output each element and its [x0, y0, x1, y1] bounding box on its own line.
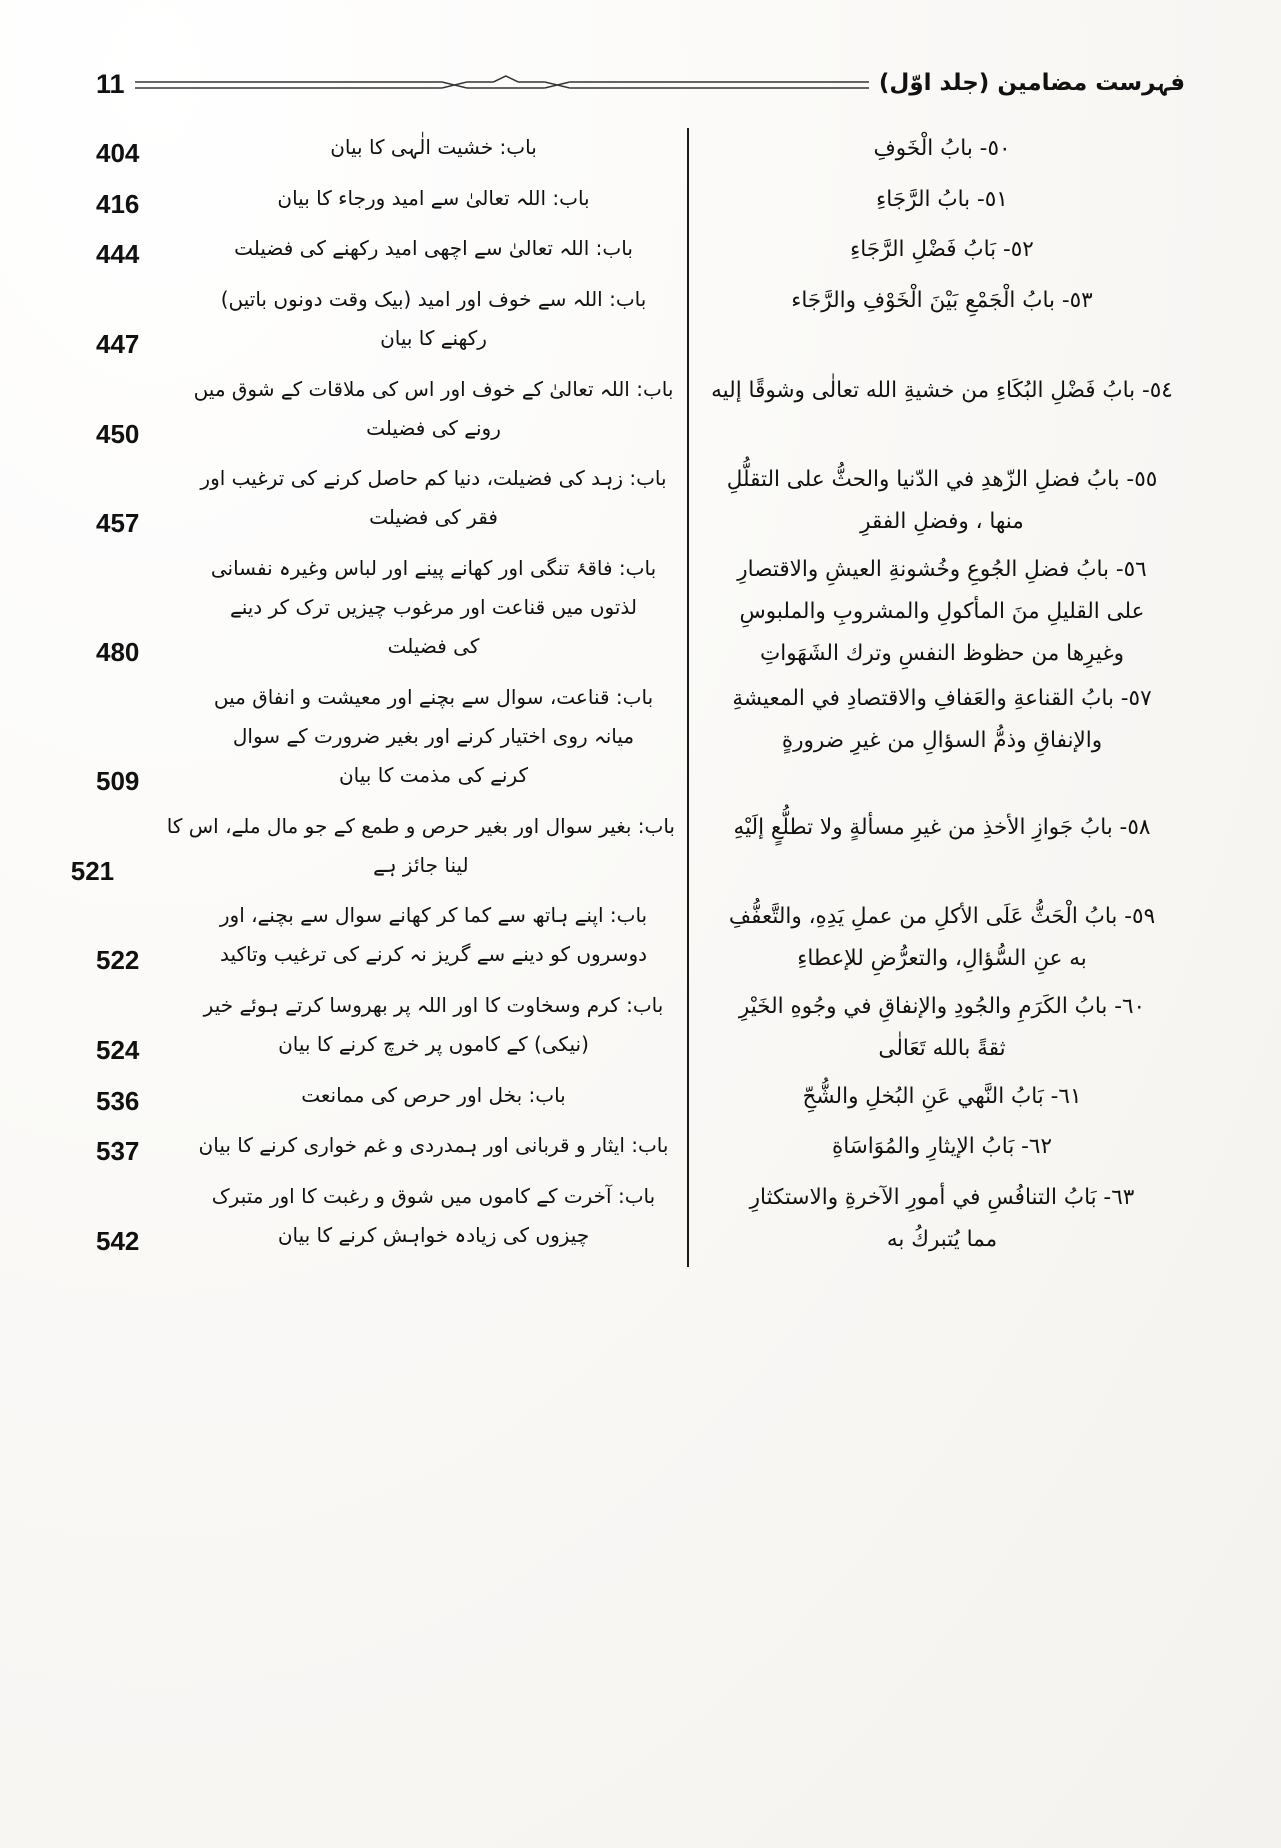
column-divider [687, 549, 689, 678]
column-divider [687, 459, 689, 549]
header-rule-ornament [135, 75, 869, 95]
toc-entry-row[interactable] [70, 807, 1189, 897]
urdu-line: فقر کی فضیلت [369, 505, 498, 530]
arabic-line: مما یُتبركُ به [886, 1226, 998, 1252]
urdu-line: باب: خشیت الٰہی کا بیان [330, 135, 537, 159]
header-title: فہرست مضامین (جلد اوّل) [878, 69, 1185, 96]
entry-page-number-cell[interactable] [90, 1126, 186, 1177]
arabic-line: ٥٥- بابُ فضلِ الزّهدِ في الدّنیا والحثُّ على التقلُّلِ [726, 467, 1158, 493]
urdu-line: باب: اللہ سے خوف اور امید (بیک وقت دونوں باتیں) [220, 287, 647, 312]
entry-arabic-title [689, 179, 1189, 230]
page-number: 450 [96, 418, 140, 449]
column-divider [687, 1177, 689, 1267]
page-number: 521 [70, 855, 115, 886]
entry-arabic-title [689, 128, 1189, 179]
arabic-line: ٥٦- بابُ فضلِ الجُوعِ وخُشونةِ العیشِ والاقتصارِ [737, 557, 1147, 583]
entry-arabic-title [689, 229, 1189, 280]
column-divider [687, 1076, 689, 1127]
entry-page-number-cell[interactable] [90, 1076, 186, 1127]
entry-arabic-title [689, 280, 1189, 370]
urdu-line: باب: بخل اور حرص کی ممانعت [301, 1082, 566, 1107]
urdu-line: باب: کرم وسخاوت کا اور اللہ پر بھروسا کرتے ہوئے خیر [203, 992, 664, 1017]
page-number: 522 [96, 945, 140, 976]
page-number: 542 [96, 1225, 140, 1256]
page-folio-number: 11 [96, 68, 125, 99]
entry-page-number-cell[interactable] [90, 229, 186, 280]
arabic-line: ٥٧- بابُ القناعةِ والعَفافِ والاقتصادِ في المعیشةِ [732, 685, 1152, 711]
urdu-line: باب: آخرت کے کاموں میں شوق و رغبت کا اور متبرک [211, 1183, 656, 1208]
page-number: 480 [96, 637, 140, 668]
column-divider [687, 370, 689, 460]
entry-page-number-cell[interactable] [90, 459, 186, 549]
entry-urdu-title [186, 549, 687, 678]
arabic-line: ٥٨- بابُ جَوازِ الأخذِ من غیرِ مسألةٍ ولا تطلُّعٍ إلَیْهِ [733, 814, 1151, 840]
toc-entry-row[interactable] [90, 370, 1189, 460]
urdu-line: باب: بغیر سوال اور بغیر حرص و طمع کے جو مال ملے، اس کا [166, 813, 675, 838]
entry-arabic-title [689, 459, 1189, 549]
arabic-line: منها ، وفضلِ الفقرِ [860, 509, 1024, 535]
arabic-line: ٥٢- بَابُ فَضْلِ الرَّجَاءِ [850, 237, 1034, 263]
toc-entry-row[interactable] [90, 459, 1189, 549]
entry-urdu-title [186, 459, 687, 549]
toc-entry-row[interactable] [90, 986, 1189, 1076]
running-header [96, 62, 1185, 108]
entry-urdu-title [186, 1126, 687, 1177]
urdu-line: باب: ایثار و قربانی اور ہمدردی و غم خواری کرنے کا بیان [198, 1133, 669, 1158]
arabic-line: ٥٠- بابُ الْخَوفِ [873, 136, 1011, 161]
entry-arabic-title [689, 1126, 1189, 1177]
arabic-line: ٦٢- بَابُ الإیثارِ والمُوَاسَاةِ [831, 1134, 1053, 1160]
entry-urdu-title [161, 807, 687, 897]
urdu-line: باب: فاقۂ تنگی اور کھانے پینے اور لباس وغیرہ نفسانی [210, 556, 657, 581]
arabic-line: ٦٣- بَابُ التنافُسِ في أمورِ الآخرةِ والاستكثارِ [749, 1184, 1135, 1210]
page-number: 536 [96, 1085, 140, 1116]
entry-page-number-cell[interactable] [90, 986, 186, 1076]
arabic-line: ٥٩- بابُ الْحَثُّ عَلَى الأكلِ من عملِ یَدِهِ، والتَّعفُّفِ [728, 904, 1156, 930]
entry-page-number-cell[interactable] [90, 280, 186, 370]
arabic-line: ٦١- بَابُ النَّهي عَنِ البُخلِ والشُّحِّ [802, 1083, 1082, 1109]
entry-arabic-title [689, 549, 1189, 678]
column-divider [687, 128, 689, 179]
page-number: 444 [96, 239, 140, 270]
urdu-line: میانہ روی اختیار کرنے اور بغیر ضرورت کے سوال [232, 723, 635, 748]
toc-entry-row[interactable] [90, 1126, 1189, 1177]
entry-page-number-cell[interactable] [90, 549, 186, 678]
arabic-line: ٥١- بابُ الرَّجَاءِ [876, 186, 1008, 212]
entry-urdu-title [186, 280, 687, 370]
urdu-line: باب: زہد کی فضیلت، دنیا کم حاصل کرنے کی ترغیب اور [200, 466, 667, 491]
entry-urdu-title [186, 678, 687, 807]
entry-arabic-title [689, 370, 1189, 460]
toc-entry-row[interactable] [90, 549, 1189, 678]
entry-urdu-title [186, 1076, 687, 1127]
entry-page-number-cell[interactable] [90, 370, 186, 460]
urdu-line: رکھنے کا بیان [380, 326, 487, 351]
column-divider [687, 179, 689, 230]
urdu-line: کرنے کی مذمت کا بیان [338, 762, 529, 787]
toc-entry-row[interactable] [90, 1177, 1189, 1267]
entry-urdu-title [186, 370, 687, 460]
urdu-line: باب: اللہ تعالیٰ کے خوف اور اس کی ملاقات کے شوق میں [193, 376, 674, 401]
table-of-contents [70, 128, 1189, 1788]
toc-entry-row[interactable] [90, 1076, 1189, 1127]
arabic-line: وغیرِها من حظوظ النفسِ وترك الشَهَواتِ [759, 640, 1125, 666]
urdu-line: باب: قناعت، سوال سے بچنے اور معیشت و انفاق میں [213, 684, 654, 709]
arabic-line: به عنِ السُّؤالِ، والتعرُّضِ للإعطاءِ [797, 946, 1087, 972]
urdu-line: باب: اللہ تعالیٰ سے امید ورجاء کا بیان [277, 185, 590, 210]
entry-arabic-title [689, 807, 1189, 897]
entry-page-number-cell[interactable] [90, 896, 186, 986]
entry-urdu-title [186, 1177, 687, 1267]
entry-page-number-cell[interactable] [90, 678, 186, 807]
page-number: 524 [96, 1034, 140, 1065]
page-number: 537 [96, 1136, 140, 1167]
toc-entry-row[interactable] [90, 179, 1189, 230]
column-divider [687, 896, 689, 986]
arabic-line: على القلیلِ منَ المأكولِ والمشروبِ والملبوسِ [739, 599, 1145, 625]
entry-page-number-cell[interactable] [90, 1177, 186, 1267]
page-number: 457 [96, 508, 140, 539]
entry-arabic-title [689, 896, 1189, 986]
entry-arabic-title [689, 1076, 1189, 1127]
column-divider [687, 280, 689, 370]
urdu-line: (نیکی) کے کاموں پر خرچ کرنے کا بیان [278, 1031, 589, 1056]
entry-arabic-title [689, 986, 1189, 1076]
urdu-line: لذتوں میں قناعت اور مرغوب چیزیں ترک کر دینے [229, 595, 638, 620]
column-divider [687, 229, 689, 280]
urdu-line: باب: اپنے ہاتھ سے کما کر کھانے سوال سے بچنے، اور [219, 903, 648, 928]
arabic-line: والإنفاقِ وذمُّ السؤالِ من غیرِ ضرورةٍ [781, 727, 1103, 753]
toc-entry-row[interactable] [90, 128, 1189, 179]
entry-urdu-title [186, 896, 687, 986]
page-number: 416 [96, 188, 140, 219]
entry-urdu-title [186, 229, 687, 280]
urdu-line: رونے کی فضیلت [366, 415, 501, 440]
toc-entry-row[interactable] [90, 678, 1189, 807]
toc-entry-row[interactable] [90, 896, 1189, 986]
column-divider [687, 678, 689, 807]
entry-arabic-title [689, 1177, 1189, 1267]
entry-page-number-cell[interactable] [90, 128, 186, 179]
column-divider [687, 986, 689, 1076]
page-number: 509 [96, 765, 140, 796]
arabic-line: ٦٠- بابُ الكَرَمِ والجُودِ والإنفاقِ في وجُوهِ الخَیْرِ [738, 993, 1146, 1019]
arabic-line: ٥٤- بابُ فَضْلِ البُكَاءِ من خشیةِ الله تعالٰی وشوقًا إلیه [711, 377, 1173, 403]
urdu-line: باب: اللہ تعالیٰ سے اچھی امید رکھنے کی فضیلت [234, 236, 633, 261]
urdu-line: چیزوں کی زیادہ خواہش کرنے کا بیان [277, 1222, 590, 1247]
column-divider [687, 1126, 689, 1177]
arabic-line: ثقةً بالله تَعَالٰی [878, 1035, 1006, 1061]
urdu-line: کی فضیلت [387, 634, 480, 659]
page-number: 404 [96, 138, 140, 168]
arabic-line: ٥٣- بابُ الْجَمْعِ بَیْنَ الْخَوْفِ والرَّجَاء [791, 288, 1093, 314]
urdu-line: دوسروں کو دینے سے گریز نہ کرنے کی ترغیب وتاکید [219, 942, 648, 967]
urdu-line: لینا جائز ہے [373, 852, 469, 877]
entry-urdu-title [186, 986, 687, 1076]
toc-entry-row[interactable] [90, 280, 1189, 370]
page-number: 447 [96, 329, 140, 360]
toc-entry-row[interactable] [90, 229, 1189, 280]
entry-urdu-title [186, 179, 687, 230]
entry-page-number-cell[interactable] [90, 179, 186, 230]
entry-arabic-title [689, 678, 1189, 807]
entry-urdu-title [186, 128, 687, 179]
column-divider [687, 807, 689, 897]
entry-page-number-cell[interactable] [65, 807, 161, 897]
